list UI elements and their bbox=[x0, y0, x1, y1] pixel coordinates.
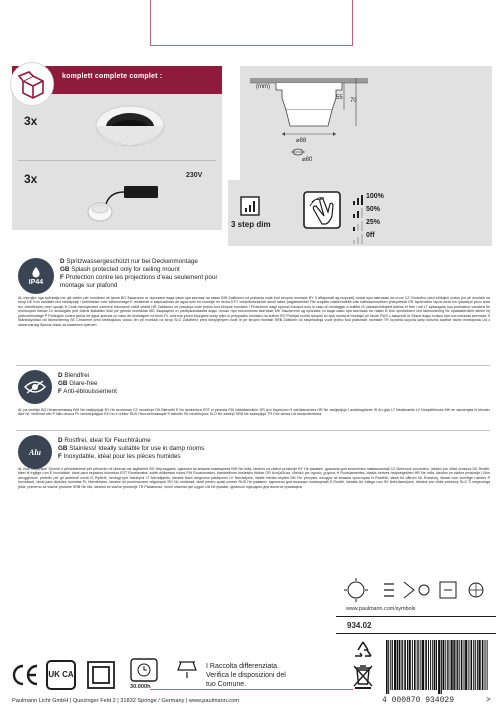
lifetime-icon bbox=[130, 658, 158, 682]
contents-banner-text: komplett complete complet : bbox=[62, 73, 163, 80]
section-divider-1 bbox=[16, 365, 490, 366]
barcode-bar bbox=[461, 640, 463, 690]
barcode-bar bbox=[457, 640, 458, 690]
symbols-row bbox=[344, 578, 492, 602]
height-inner: 55 bbox=[336, 95, 343, 101]
article-divider-top bbox=[336, 616, 496, 617]
barcode-bar bbox=[394, 640, 396, 690]
level-icon-100 bbox=[352, 192, 364, 202]
barcode-bar bbox=[447, 640, 448, 690]
level-icon-0 bbox=[352, 231, 364, 241]
barcode-bar bbox=[412, 640, 413, 690]
lifetime-hours: 30.000h bbox=[130, 684, 151, 690]
article-divider-bottom bbox=[336, 633, 496, 634]
frame-line-right bbox=[352, 0, 353, 45]
recycle-icon bbox=[352, 640, 374, 662]
ukca-text: UK CA bbox=[48, 670, 74, 679]
barcode-bar bbox=[418, 640, 419, 690]
section-divider-2 bbox=[16, 430, 490, 431]
frame-line-bottom bbox=[150, 689, 353, 690]
barcode-arrow: > bbox=[486, 696, 491, 705]
barcode-bar bbox=[479, 640, 481, 690]
level-icon-25 bbox=[352, 218, 364, 228]
dimension-drawing bbox=[246, 72, 486, 172]
barcode-bar bbox=[402, 640, 403, 690]
barcode-bar bbox=[436, 640, 437, 690]
lang-text: Glare-free bbox=[69, 380, 98, 387]
diameter-outer: ⌀88 bbox=[296, 138, 307, 144]
waste-bin-icon bbox=[352, 662, 374, 690]
barcode-bar bbox=[465, 640, 467, 690]
ip-line-d bbox=[60, 258, 198, 266]
package-icon bbox=[10, 62, 54, 106]
recycling-line-1: I Raccolta differenziata. bbox=[206, 663, 280, 670]
height-total: 70 bbox=[350, 98, 357, 104]
lang-code: F bbox=[58, 388, 62, 395]
lang-code: GB bbox=[60, 266, 70, 273]
lang-text: Splash protected only for ceiling mount bbox=[71, 266, 180, 273]
footer-address: Paulmann Licht GmbH | Quezinger Feld 2 | 31832 Springe / Germany | www.paulmann.com bbox=[12, 698, 239, 704]
alu-line-gb bbox=[58, 445, 204, 453]
frame-line-top bbox=[150, 45, 353, 46]
ip-line-gb bbox=[60, 266, 180, 274]
barcode-bar bbox=[401, 640, 402, 690]
barcode-bar bbox=[453, 640, 455, 690]
lang-code: F bbox=[58, 453, 62, 460]
barcode-bar bbox=[468, 640, 469, 690]
recycling-line-2: Verifica le disposizioni del bbox=[206, 672, 286, 679]
ip-fine-print: AL mbrojtur nga spërkatja me ujë vetëm për montimet në tavan BG Защитено от пръскане вода само при монтаж на таван BIH Zaštićeno od prskanja vode kod stropne montaže BY З абаронай ад пырскаў толькі пры мантажы на столі CZ Chráněno před stříkající vodou jen při montáži na strop DK Kun vandtæt ved vandsprøjt i forbindelse med loftsmontage E resistente a salpicaduras de agua sólo en montaje en techo EST veepritsmekindel ainult lakke paigaldamisel FIN suojattu roiskevedeltä vain kattoasennuksen yhteydessä GR προστασία νερού κατά τον ψεκασμό μόνο κατά την τοποθέτηση στην οροφή H Csak mennyezetre szerelve fröccsenő víztől védett HR Zaštićeno od prskanja vode jedino kod stropne montaže I Protezione dagli spruzzi d’acqua solo in caso di montaggio a soffitto IS vatnsskvettuþétt aðeins ef fest í loft LT apsaugota nuo purškiamo vandens tik montuojant lubose LV aizsargāts pret ūdens šļakatām tikai pie griestu montāžas MD Защищено от разбрызгивания воды только при потолочном монтаже MK Заштитено од прскање со вода само при монтажа на таван N Kun sprutsikkert ved takmontering NL spatwaterdicht alleen bij plafondmontage P Protegido contra jactos de água apenas no caso de montagem no tecto PL ochrona przed bryzgami wody tylko w przypadku montażu na suficie RO Protejat contra stropirii cu apă numai la montajul pe tavan RUS с защитой от брызг воды только при потолочном монтаже S Stänkskyddad vid takmontering SK Chránené pred striekajúcou vodou len pri montáži na strop SLO Zaščiteno pred škropljenjem vode le pri stropni montaži SRB Zaštićen od raspršivanja vode jedino kod plafonske montaže TR sıçrama suyuna karşı koruma sadece tavan montajında UA з захистом від бризок лише за наявності кріплен bbox=[18, 296, 490, 327]
barcode-bar bbox=[397, 640, 399, 690]
lang-text: Spritzwassergeschützt nur bei Deckenmontage bbox=[66, 258, 198, 265]
lang-text: Stainless! Ideally suitable for use in damp rooms bbox=[69, 445, 205, 452]
barcode-bar bbox=[464, 640, 465, 690]
voltage-label: 230V bbox=[186, 172, 203, 179]
symbols-url[interactable]: www.paulmann.com/symbols bbox=[346, 606, 416, 612]
barcode-bar bbox=[392, 640, 393, 690]
frame-line-left bbox=[150, 0, 151, 45]
barcode-bar bbox=[456, 640, 457, 690]
barcode-bar bbox=[428, 640, 429, 690]
barcode-bar bbox=[388, 640, 389, 694]
barcode-bar bbox=[425, 640, 427, 690]
barcode-bar bbox=[409, 640, 411, 690]
diameter-cutout: ⌀80 bbox=[302, 157, 313, 163]
article-number: 934.02 bbox=[347, 621, 372, 630]
barcode-bar bbox=[404, 640, 406, 690]
glare-line-d bbox=[58, 372, 89, 380]
quantity-lamp: 3x bbox=[24, 114, 38, 128]
recycling-line-3: tuo Comune. bbox=[206, 681, 247, 688]
barcode-bar bbox=[390, 640, 391, 690]
barcode-bar bbox=[432, 640, 433, 690]
barcode-bar bbox=[443, 640, 445, 690]
downlight-image bbox=[90, 100, 170, 156]
barcode-bar bbox=[386, 640, 388, 694]
level-icon-50 bbox=[352, 205, 364, 215]
barcode-bar bbox=[448, 640, 449, 690]
contents-divider bbox=[18, 160, 216, 161]
glare-line-gb bbox=[58, 380, 98, 388]
level-100: 100% bbox=[366, 193, 384, 200]
driver-image bbox=[84, 180, 174, 226]
ce-mark bbox=[10, 660, 40, 690]
quantity-driver: 3x bbox=[24, 172, 38, 186]
alu-line-d bbox=[58, 437, 151, 445]
lang-code: GB bbox=[58, 380, 68, 387]
glare-line-f bbox=[58, 388, 117, 396]
barcode-bar bbox=[475, 640, 476, 690]
level-25: 25% bbox=[366, 219, 381, 226]
barcode-bar bbox=[414, 640, 416, 690]
glare-free-icon bbox=[18, 370, 52, 404]
barcode-bar bbox=[407, 640, 408, 690]
alu-icon bbox=[18, 435, 52, 469]
lang-code: GB bbox=[58, 445, 68, 452]
level-50: 50% bbox=[366, 206, 381, 213]
barcode-bar bbox=[459, 640, 460, 690]
ip-line-f bbox=[60, 274, 220, 289]
lamp-symbol bbox=[176, 658, 198, 680]
barcode-bar bbox=[438, 640, 440, 694]
barcode-bar bbox=[487, 640, 488, 690]
lang-text: Protection contre les projections d’eau seulement pour montage sur plafond bbox=[60, 274, 218, 289]
barcode-bar bbox=[417, 640, 418, 690]
barcode-bar bbox=[451, 640, 453, 690]
dim-steps-icon bbox=[240, 196, 260, 216]
lang-text: Inoxydable, idéal pour les pièces humides bbox=[63, 453, 181, 460]
lang-text: Blendfrei bbox=[64, 372, 90, 379]
barcode-bar bbox=[420, 640, 421, 690]
ukca-mark bbox=[46, 660, 76, 690]
barcode-bar bbox=[445, 640, 446, 690]
dimension-unit: (mm) bbox=[256, 84, 270, 90]
lang-code: D bbox=[60, 258, 65, 265]
barcode-bar bbox=[434, 640, 436, 690]
dim-label: 3 step dim bbox=[231, 220, 271, 229]
ip44-badge-text: IP44 bbox=[28, 278, 44, 286]
barcode-bar bbox=[430, 640, 431, 690]
alu-fine-print: AL Nuk ndryshket! Shumë e përshtatshme për përdorim në dhomat me lagështirë BG Неръждаем, идеален за влажни помещения BIH Ne hrđa, idealno za vlažne prostorije BY Не іржавее, ідэальна для вільготных памяшканняў CZ Nerezové provedení, ideální pro vlhké prostory DK Rustfri, ideel til fugtige rum E Inoxidable, ideal para espacios húmedos EST Roostevaba, sobib ellikeesse ruumi FIN Ruostumaton, ihanteellinen kosteisiin tiloihin GR Ανοξείδωτο, ιδανικό για υγρούς χώρους H Rozsdamentes, ideális nedves helyiségekben HR Ne hrđa, idealno za vlažne prostorije I Non arrugginisce, perfetto per gli ambienti umidi IS Ryðfrítt, hentugt fyrir blautrými LT Nerūdijantis, idealiai tinka drėgnoms patalpoms LV Nerūsējošs, ideāls mitrām telpām MK Не ‘рѓосува, погодна за влажни простории N Rustfritt, ideelt for våtrom NL Roestvrij, ideaal voor vochtige ruimtes P Inoxidável, ideal para divisões húmidas PL Nierdzewne, idealne do pomieszczeń wilgotnych RO Nu oxidează, ideal pentru spații umede RUS Не ржавеет, идеально для влажных помещений S Rostfri, idealisk för fuktiga rum SK Nehrdzavejúce, ideálne pre vlhké priestory SLO Ti nerjavnega jekla, primerno za vlažne prostore SRB Ne rđa, idealno za vlažne prostorije TR Paslanmaz, nemli ortamlar için uygun UA Не іржавіє, ідеально підходить для вологих приміщень bbox=[18, 467, 490, 489]
lang-code: F bbox=[60, 274, 64, 281]
barcode-bar bbox=[473, 640, 474, 690]
alu-badge-text: Alu bbox=[28, 447, 41, 457]
barcode-bar bbox=[485, 640, 486, 690]
ip44-icon bbox=[18, 258, 54, 294]
lang-text: Anti-éblouissement bbox=[63, 388, 117, 395]
barcode-bar bbox=[399, 640, 400, 690]
alu-line-f bbox=[58, 453, 181, 461]
lang-text: Rostfrei, ideal für Feuchträume bbox=[64, 437, 151, 444]
barcode bbox=[384, 640, 492, 694]
barcode-number: 4 000870 934029 bbox=[382, 696, 455, 705]
barcode-bar bbox=[422, 640, 424, 690]
lang-code: D bbox=[58, 437, 63, 444]
barcode-bar bbox=[477, 640, 478, 690]
enclosure-icon bbox=[86, 660, 116, 690]
lang-code: D bbox=[58, 372, 63, 379]
wall-switch-icon bbox=[302, 190, 342, 230]
glare-fine-print: AL pa verbitje BG Незаслепяващ BIH Ne zasljepljuje BY Не асляпляе CZ neoslňuje DK Blændfri E No deslumbra EST ei pimesta FIN häikäisemätön GR Δεν θαμπώνει H vakításmentes HR Ne zasljepljuje I anabbagliante IS Án glýs LT Neakinantis LV Neapžilbinošs MK не заслепува N blender ikke NL Verblindt niet P Não ofusca PL nieoślepiająca RO nu e orbitor RUS Неослепляющий S bländfri SK neoslňujúce SLO Ne zaslepi SRB Ne zaslepljuje TR Göz almaz UA незасліплюючі bbox=[18, 408, 490, 417]
barcode-bar bbox=[482, 640, 484, 690]
barcode-bar bbox=[441, 640, 442, 694]
level-0: 0ff bbox=[366, 232, 375, 239]
barcode-bar bbox=[471, 640, 473, 690]
